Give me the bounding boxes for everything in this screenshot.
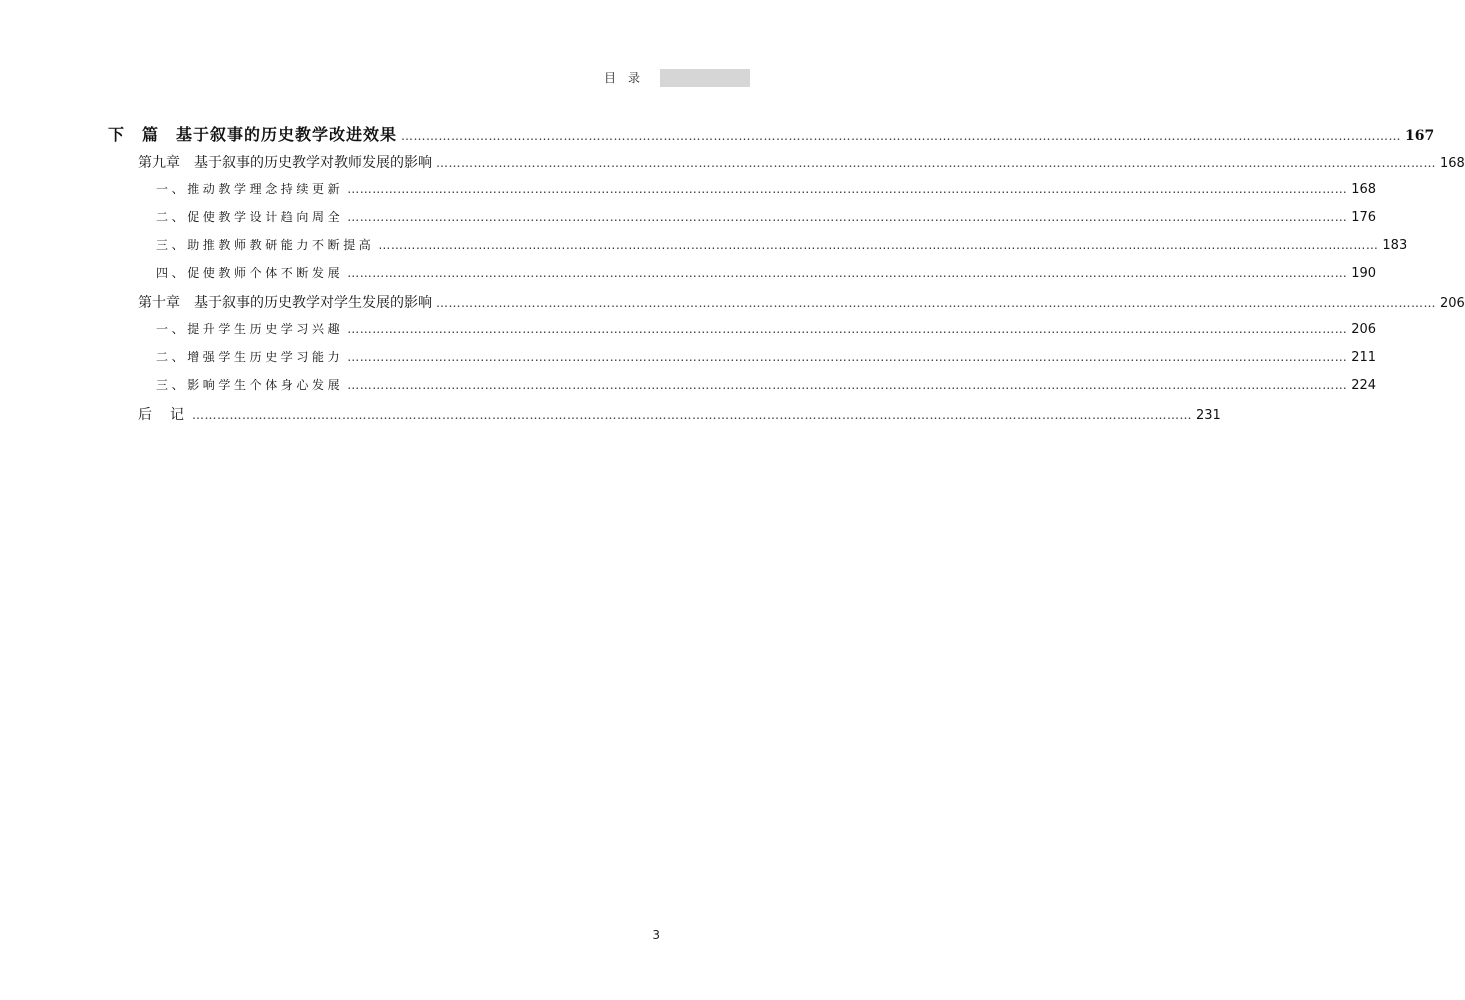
toc-section[interactable] (156, 320, 1377, 344)
toc-leader: …………………………………………………………………………………………………………………………………………………………………………………………………………………… (192, 408, 1192, 422)
toc-leader: …………………………………………………………………………………………………………………………………………………………………………………………………………………… (347, 378, 1348, 392)
toc-section-title: 四、促使教师个体不断发展 (156, 266, 344, 280)
toc-section[interactable] (156, 180, 1377, 204)
toc-section-title: 一、推动教学理念持续更新 (156, 182, 344, 196)
toc-part-title: 下 篇 基于叙事的历史教学改进效果 (108, 125, 398, 144)
toc-leader: …………………………………………………………………………………………………………………………………………………………………………………………………………………… (347, 182, 1348, 196)
toc-leader: …………………………………………………………………………………………………………………………………………………………………………………………………………………… (378, 238, 1379, 252)
toc-section-title: 三、影响学生个体身心发展 (156, 378, 344, 392)
toc-leader: …………………………………………………………………………………………………………………………………………………………………………………………………………………… (436, 296, 1436, 310)
toc-section[interactable] (156, 348, 1377, 372)
toc-afterword-page: 231 (1196, 408, 1221, 423)
toc-section-page: 224 (1351, 378, 1377, 393)
toc-chapter-page: 206 (1440, 296, 1465, 311)
toc-section[interactable] (156, 236, 1408, 260)
toc-section-page: 168 (1351, 182, 1377, 197)
header-bar (660, 69, 750, 87)
page-number: 3 (652, 928, 660, 942)
toc-chapter-title: 第十章 基于叙事的历史教学对学生发展的影响 (138, 295, 432, 311)
toc-leader: …………………………………………………………………………………………………………………………………………………………………………………………………………………… (347, 210, 1348, 224)
toc-part[interactable] (108, 122, 1435, 146)
toc-section-page: 183 (1382, 238, 1408, 253)
toc-leader: …………………………………………………………………………………………………………………………………………………………………………………………………………………… (436, 156, 1436, 170)
toc-chapter-page: 168 (1440, 156, 1465, 171)
toc-leader: …………………………………………………………………………………………………………………………………………………………………………………………………………………… (347, 322, 1348, 336)
toc-afterword-title: 后记 (138, 407, 202, 423)
toc-afterword[interactable] (138, 404, 1221, 428)
toc-section-page: 211 (1351, 350, 1377, 365)
header-label: 目录 (603, 71, 652, 85)
toc-chapter[interactable] (138, 292, 1465, 316)
toc-leader: …………………………………………………………………………………………………………………………………………………………………………………………………………………… (401, 129, 1402, 143)
toc-part-page: 167 (1405, 128, 1435, 144)
toc-section-page: 206 (1351, 322, 1377, 337)
toc-section-title: 二、促使教学设计趋向周全 (156, 210, 344, 224)
toc-section-page: 176 (1351, 210, 1377, 225)
toc-section[interactable] (156, 208, 1377, 232)
toc-section[interactable] (156, 264, 1377, 288)
toc-section-title: 一、提升学生历史学习兴趣 (156, 322, 344, 336)
toc-leader: …………………………………………………………………………………………………………………………………………………………………………………………………………………… (347, 266, 1348, 280)
toc-section-title: 二、增强学生历史学习能力 (156, 350, 344, 364)
toc-chapter[interactable] (138, 152, 1465, 176)
toc-section[interactable] (156, 376, 1377, 400)
toc-chapter-title: 第九章 基于叙事的历史教学对教师发展的影响 (138, 155, 432, 171)
toc-leader: …………………………………………………………………………………………………………………………………………………………………………………………………………………… (347, 350, 1348, 364)
toc-section-title: 三、助推教师教研能力不断提高 (156, 238, 375, 252)
toc-section-page: 190 (1351, 266, 1377, 281)
